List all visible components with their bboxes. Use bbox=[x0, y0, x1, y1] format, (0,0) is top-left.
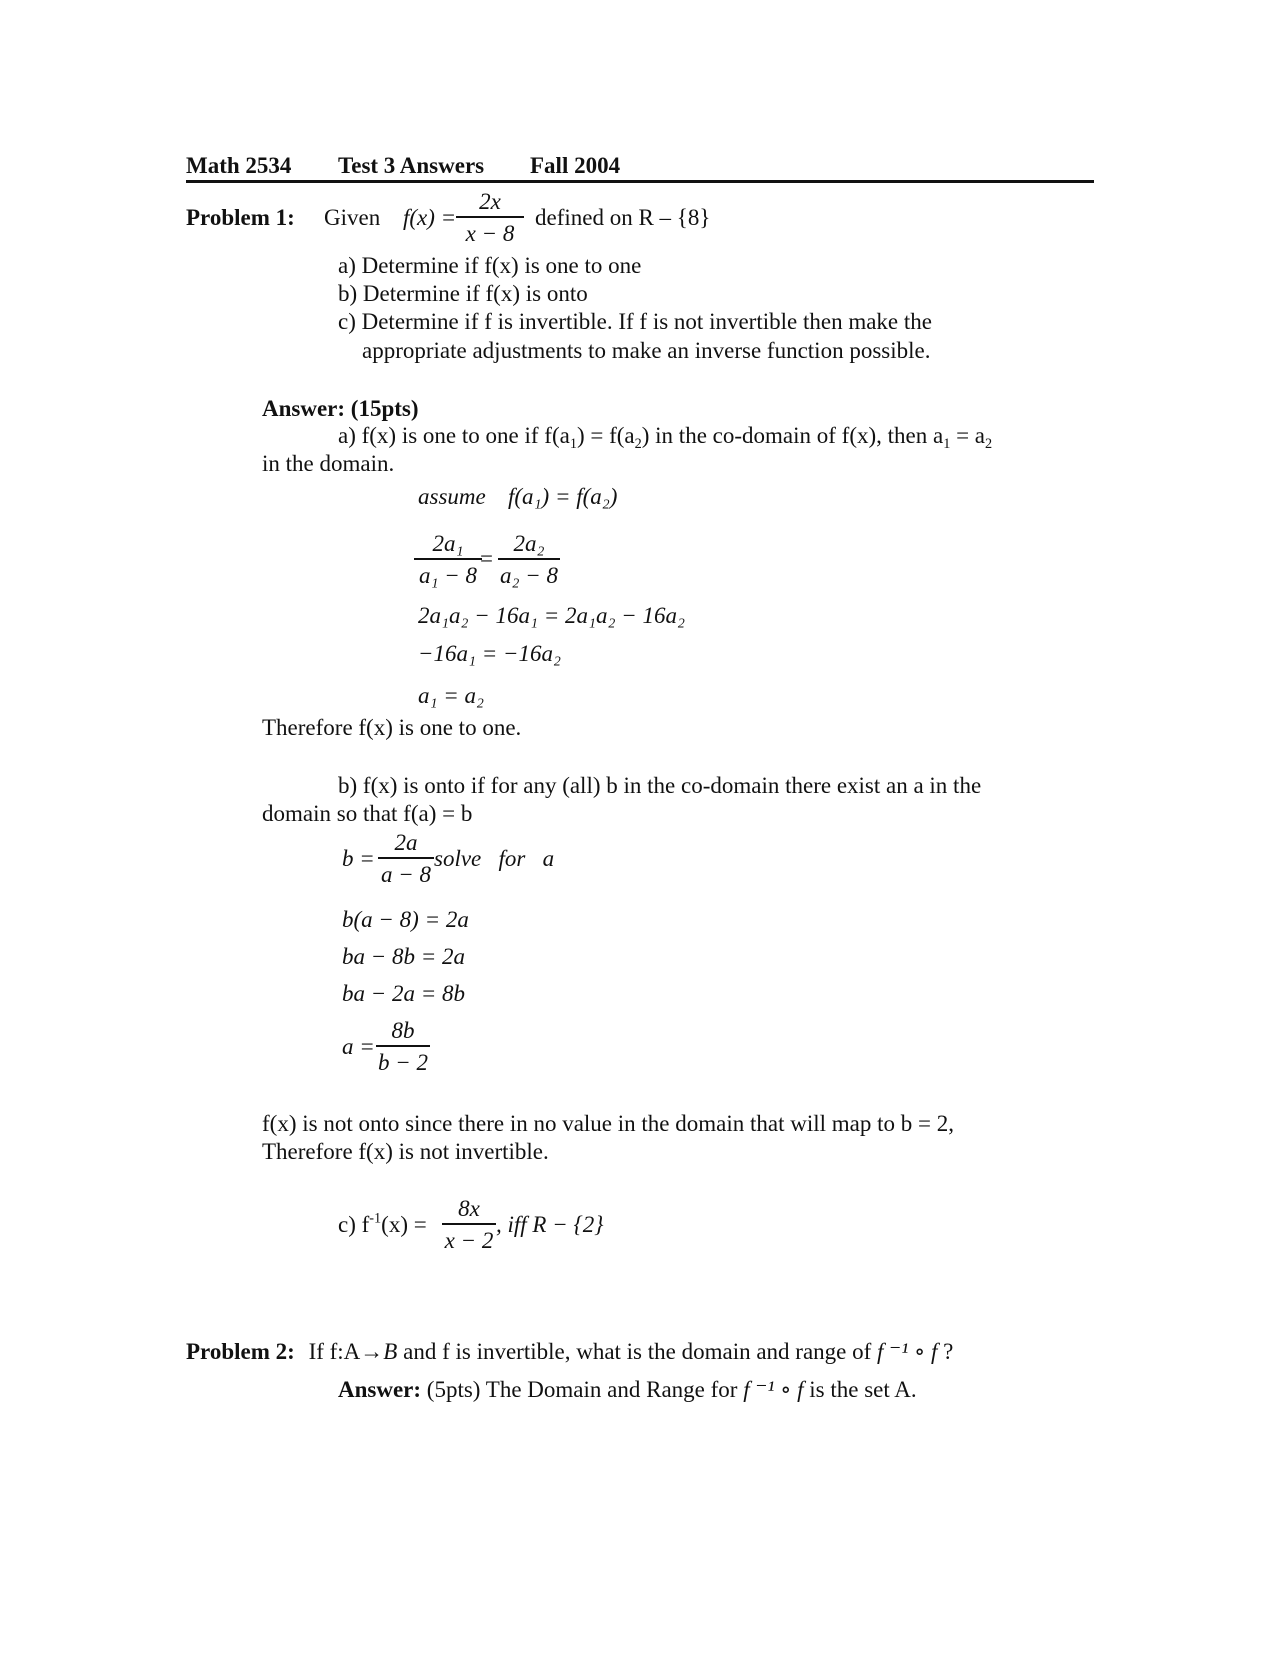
part-b-conclusion-2: Therefore f(x) is not invertible. bbox=[262, 1139, 549, 1164]
part-a-right-fraction: 2a₂ a₂ − 8 bbox=[499, 531, 559, 588]
problem1-numerator: 2x bbox=[479, 189, 501, 214]
part-b-conclusion-1: f(x) is not onto since there in no value in the domain that will map to b = 2, bbox=[262, 1111, 954, 1136]
part-b-b-eq: b = bbox=[342, 846, 375, 871]
part-b-fraction: 2a a − 8 bbox=[378, 831, 434, 886]
assume-equation: f(a₁) = f(a₂) bbox=[508, 484, 618, 509]
problem1-part-a: a) Determine if f(x) is one to one bbox=[338, 253, 642, 278]
part-c-fraction: 8x x − 2 bbox=[442, 1197, 496, 1252]
problem1-given: Given bbox=[324, 205, 381, 230]
part-b-intro: b) f(x) is onto if for any (all) b in the co-domain there exist an a in the bbox=[338, 773, 982, 798]
part-a-intro: a) f(x) is one to one if $f(a_1) = f(a_2)$ in the co-domain of f(x), then $a_1 = a_2$ bbox=[338, 423, 993, 452]
part-a-left-fraction: 2a₁ a₁ − 8 bbox=[414, 532, 482, 587]
problem1-denominator: x − 8 bbox=[465, 220, 515, 246]
problem1-part-c-cont: appropriate adjustments to make an inverse function possible. bbox=[362, 338, 931, 363]
part-b-step3: ba − 2a = 8b bbox=[342, 981, 466, 1006]
part-b-step2: ba − 8b = 2a bbox=[342, 944, 466, 969]
part-b-a-eq: a = bbox=[342, 1034, 375, 1059]
problem2-question: Problem 2: If f:A→B and f is invertible, what is the domain and range of f ⁻¹ ∘ f ? bbox=[186, 1339, 954, 1364]
compose-expression: f ⁻¹ ∘ f bbox=[877, 1339, 938, 1364]
part-a-intro-line2: in the domain. bbox=[262, 451, 395, 476]
part-a-step2: −16a₁ = −16a₂ bbox=[418, 641, 562, 666]
header-term: Fall 2004 bbox=[530, 153, 621, 178]
header-test: Test 3 Answers bbox=[338, 153, 485, 178]
part-b-intro-line2: domain so that f(a) = b bbox=[262, 801, 473, 826]
answer-label: Answer: (15pts) bbox=[262, 396, 419, 421]
part-a-equals: = bbox=[480, 546, 493, 571]
header-rule bbox=[186, 180, 1094, 183]
part-b-solve-for: solve for a bbox=[434, 846, 555, 871]
problem1-fraction bbox=[456, 190, 524, 245]
arrow-icon: → bbox=[360, 1339, 384, 1364]
part-b-step1: b(a − 8) = 2a bbox=[342, 907, 469, 932]
problem1-domain: defined on R – {8} bbox=[535, 205, 711, 230]
assume-label: assume bbox=[418, 484, 486, 509]
problem1-part-b: b) Determine if f(x) is onto bbox=[338, 281, 588, 306]
part-a-conclusion: Therefore f(x) is one to one. bbox=[262, 715, 522, 740]
fraction-bar bbox=[456, 216, 524, 218]
part-c-label: c) $f^{-1}(x)$ = bbox=[338, 1210, 427, 1237]
problem1-part-c: c) Determine if f is invertible. If f is not invertible then make the bbox=[338, 309, 932, 334]
problem1-fx: f(x) = bbox=[403, 205, 457, 230]
header-course: Math 2534 bbox=[186, 153, 292, 178]
part-a-step1: 2a₁a₂ − 16a₁ = 2a₁a₂ − 16a₂ bbox=[418, 603, 686, 628]
answer-compose-expression: f ⁻¹ ∘ f bbox=[743, 1377, 804, 1402]
problem2-answer: Answer: (5pts) The Domain and Range for f ⁻¹ ∘ f is the set A. bbox=[338, 1377, 917, 1402]
part-b-a-fraction: 8b b − 2 bbox=[377, 1018, 429, 1075]
part-c-iff: , iff R − {2} bbox=[496, 1212, 604, 1237]
problem1-label: Problem 1: bbox=[186, 205, 295, 230]
part-a-step3: a₁ = a₂ bbox=[418, 683, 485, 708]
